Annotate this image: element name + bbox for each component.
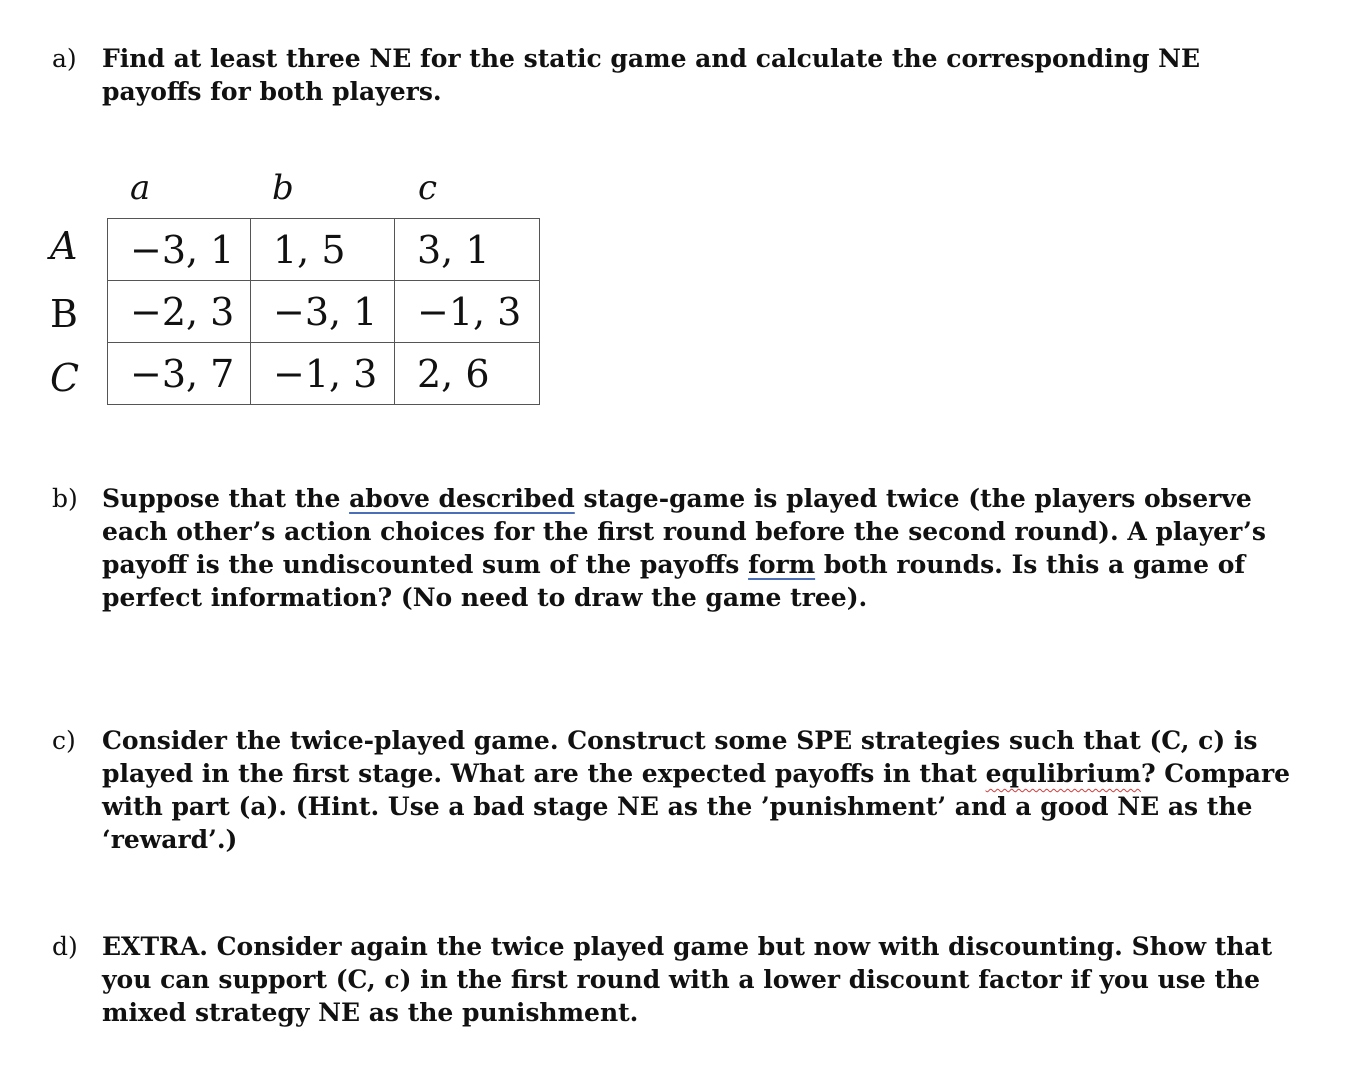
question-b-label: b) (52, 484, 78, 513)
matrix-row-c (108, 343, 540, 405)
col-label-c: c (418, 168, 438, 208)
payoff-table (107, 218, 540, 405)
question-c-text (102, 724, 1292, 856)
cell-B-c: −1, 3 (395, 281, 540, 343)
col-label-b: b (272, 168, 294, 208)
cell-C-a: −3, 7 (108, 343, 251, 405)
cell-B-a: −2, 3 (108, 281, 251, 343)
cell-A-c: 3, 1 (395, 219, 540, 281)
question-c-text-1: Consider the twice-played game. Construct some SPE strategies such that (C, c) is played in the first stage. What are the expected payoffs in that (102, 726, 1258, 788)
payoff-matrix (40, 160, 560, 430)
question-b-text (102, 482, 1292, 614)
question-c-text-2: ? Compare with part (a). (Hint. Use a bad stage NE as the ’punishment’ and a good NE as the ‘reward’.) (102, 759, 1291, 854)
col-label-a: a (130, 168, 151, 208)
question-a-label: a) (52, 44, 77, 73)
cell-B-b: −3, 1 (251, 281, 395, 343)
question-b (52, 482, 1292, 614)
question-b-text-3: both rounds. Is this a game of perfect information? (No need to draw the game tree). (102, 550, 1246, 612)
grammar-flag-form[interactable]: form (748, 550, 816, 579)
question-d-text: EXTRA. Consider again the twice played game but now with discounting. Show that you can support (C, c) in the first round with a lower discount factor if you use the mixed strategy NE as the punishment. (102, 932, 1273, 1027)
question-c-label: c) (52, 726, 76, 755)
question-b-text-2: stage-game is played twice (the players observe each other’s action choices for the first round before the second round). A player’s payoff is the undiscounted sum of the payoffs (102, 484, 1266, 579)
question-d-label: d) (52, 932, 78, 961)
question-d (52, 930, 1292, 1029)
cell-C-c: 2, 6 (395, 343, 540, 405)
cell-A-a: −3, 1 (108, 219, 251, 281)
row-label-b: B (50, 292, 78, 336)
question-b-text-1: Suppose that the (102, 484, 350, 513)
spelling-flag-equlibrium[interactable]: equlibrium (985, 759, 1141, 788)
cell-A-b: 1, 5 (251, 219, 395, 281)
question-a (52, 42, 1292, 108)
row-label-c: C (50, 356, 80, 400)
matrix-row-a (108, 219, 540, 281)
matrix-row-b (108, 281, 540, 343)
grammar-flag-above-described[interactable]: above described (349, 484, 575, 513)
question-c (52, 724, 1292, 856)
question-a-text: Find at least three NE for the static game and calculate the corresponding NE payoffs for both players. (102, 44, 1201, 106)
cell-C-b: −1, 3 (251, 343, 395, 405)
row-label-a: A (50, 224, 78, 268)
